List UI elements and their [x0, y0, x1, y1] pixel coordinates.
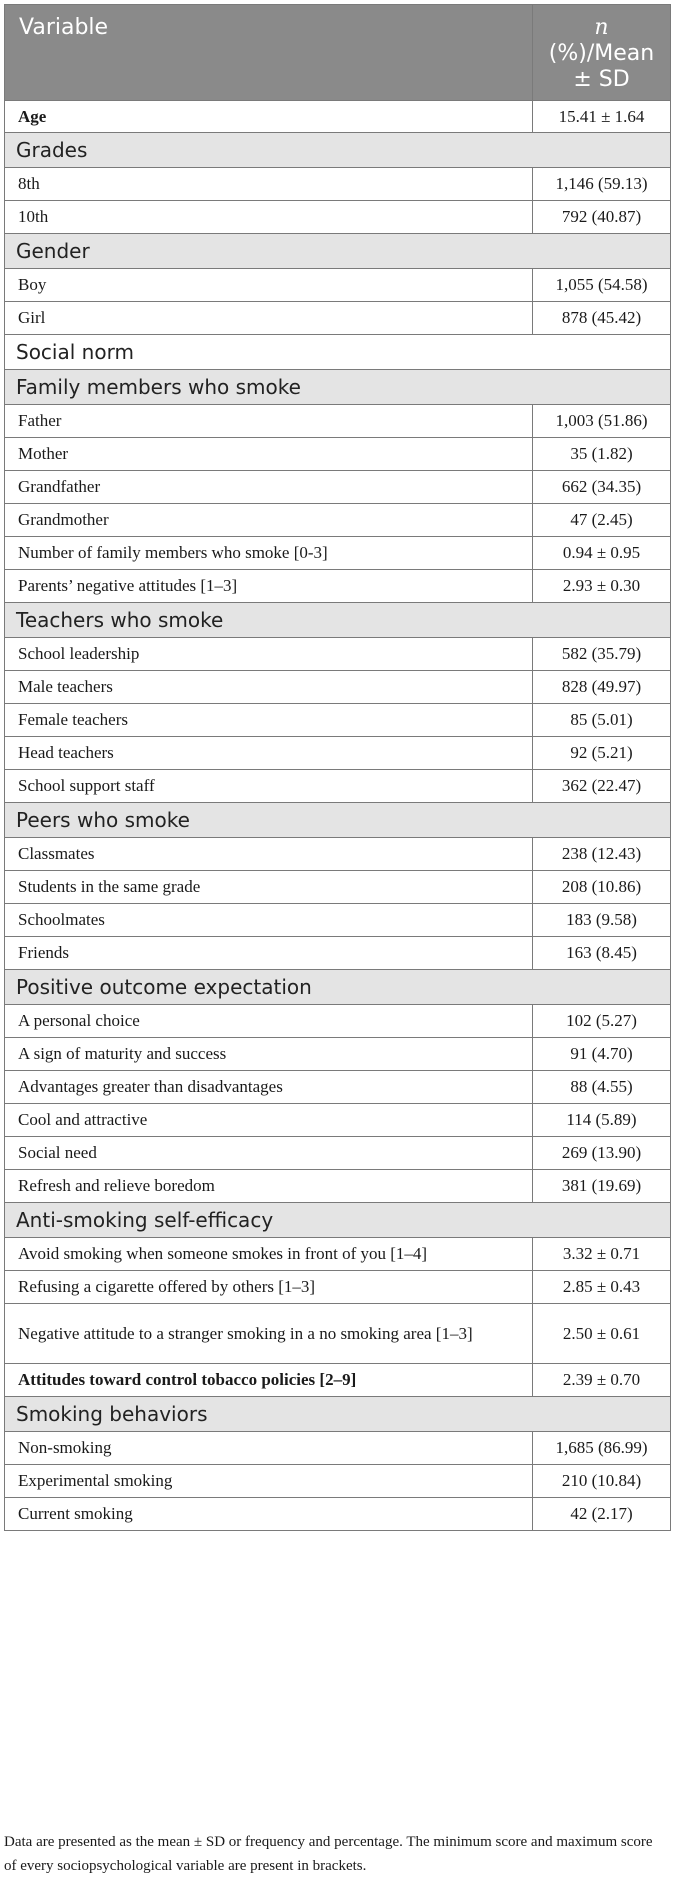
row-value: 878 (45.42) — [533, 302, 671, 335]
table-row — [5, 1304, 671, 1364]
table-row — [5, 101, 671, 133]
row-label: Female teachers — [5, 704, 533, 737]
table-row — [5, 471, 671, 504]
row-value: 238 (12.43) — [533, 838, 671, 871]
row-label: Age — [5, 101, 533, 133]
section-label: Gender — [5, 234, 671, 269]
row-label: Experimental smoking — [5, 1465, 533, 1498]
table-row — [5, 1271, 671, 1304]
header-value-text: (%)/Mean ± SD — [548, 41, 655, 92]
table-row — [5, 1364, 671, 1397]
row-value: 210 (10.84) — [533, 1465, 671, 1498]
header-variable: Variable — [5, 5, 533, 101]
row-label: Refusing a cigarette offered by others [1–3] — [5, 1271, 533, 1304]
table-row — [5, 1432, 671, 1465]
section-row — [5, 1397, 671, 1432]
row-label: School support staff — [5, 770, 533, 803]
table-row — [5, 1038, 671, 1071]
header-value-italic: n — [594, 15, 609, 40]
row-value: 92 (5.21) — [533, 737, 671, 770]
section-label: Peers who smoke — [5, 803, 671, 838]
row-value: 15.41 ± 1.64 — [533, 101, 671, 133]
row-label: Mother — [5, 438, 533, 471]
row-value: 269 (13.90) — [533, 1137, 671, 1170]
section-label: Family members who smoke — [5, 370, 671, 405]
section-row — [5, 970, 671, 1005]
row-label: Father — [5, 405, 533, 438]
row-value: 3.32 ± 0.71 — [533, 1238, 671, 1271]
table-row — [5, 671, 671, 704]
row-label: Number of family members who smoke [0-3] — [5, 537, 533, 570]
table-row — [5, 737, 671, 770]
row-label: Grandmother — [5, 504, 533, 537]
row-value: 2.93 ± 0.30 — [533, 570, 671, 603]
table-row — [5, 904, 671, 937]
row-label: Parents’ negative attitudes [1–3] — [5, 570, 533, 603]
row-value: 114 (5.89) — [533, 1104, 671, 1137]
table-row — [5, 838, 671, 871]
row-value: 1,003 (51.86) — [533, 405, 671, 438]
table-row — [5, 504, 671, 537]
table-row — [5, 570, 671, 603]
section-row — [5, 803, 671, 838]
table-row — [5, 1071, 671, 1104]
section-row — [5, 133, 671, 168]
row-value: 163 (8.45) — [533, 937, 671, 970]
table-row — [5, 168, 671, 201]
table-row — [5, 1238, 671, 1271]
row-label: Girl — [5, 302, 533, 335]
row-label: Refresh and relieve boredom — [5, 1170, 533, 1203]
section-label: Anti-smoking self-efficacy — [5, 1203, 671, 1238]
row-value: 2.39 ± 0.70 — [533, 1364, 671, 1397]
row-label: Schoolmates — [5, 904, 533, 937]
table-row — [5, 937, 671, 970]
row-value: 362 (22.47) — [533, 770, 671, 803]
section-label: Smoking behaviors — [5, 1397, 671, 1432]
row-label: 8th — [5, 168, 533, 201]
section-row — [5, 335, 671, 370]
section-row — [5, 234, 671, 269]
section-label: Positive outcome expectation — [5, 970, 671, 1005]
row-value: 2.85 ± 0.43 — [533, 1271, 671, 1304]
table-row — [5, 537, 671, 570]
table-row — [5, 405, 671, 438]
section-row — [5, 1203, 671, 1238]
row-label: A personal choice — [5, 1005, 533, 1038]
row-value: 42 (2.17) — [533, 1498, 671, 1531]
row-label: Head teachers — [5, 737, 533, 770]
row-value: 0.94 ± 0.95 — [533, 537, 671, 570]
table-row — [5, 1498, 671, 1531]
row-label: Classmates — [5, 838, 533, 871]
table-row — [5, 438, 671, 471]
row-label: Cool and attractive — [5, 1104, 533, 1137]
table-row — [5, 704, 671, 737]
row-value: 1,055 (54.58) — [533, 269, 671, 302]
table-body — [5, 5, 671, 1531]
section-label: Teachers who smoke — [5, 603, 671, 638]
row-value: 828 (49.97) — [533, 671, 671, 704]
table-row — [5, 871, 671, 904]
row-value: 35 (1.82) — [533, 438, 671, 471]
row-label: A sign of maturity and success — [5, 1038, 533, 1071]
table-row — [5, 1137, 671, 1170]
section-row — [5, 603, 671, 638]
section-row — [5, 370, 671, 405]
table-row — [5, 638, 671, 671]
table-row — [5, 1005, 671, 1038]
table-row — [5, 302, 671, 335]
row-value: 47 (2.45) — [533, 504, 671, 537]
row-value: 662 (34.35) — [533, 471, 671, 504]
row-value: 1,146 (59.13) — [533, 168, 671, 201]
row-value: 792 (40.87) — [533, 201, 671, 234]
row-label: Avoid smoking when someone smokes in front of you [1–4] — [5, 1238, 533, 1271]
row-value: 88 (4.55) — [533, 1071, 671, 1104]
row-label: Students in the same grade — [5, 871, 533, 904]
header-row — [5, 5, 671, 101]
row-value: 2.50 ± 0.61 — [533, 1304, 671, 1364]
section-label: Grades — [5, 133, 671, 168]
row-label: Grandfather — [5, 471, 533, 504]
row-value: 183 (9.58) — [533, 904, 671, 937]
row-value: 381 (19.69) — [533, 1170, 671, 1203]
row-value: 1,685 (86.99) — [533, 1432, 671, 1465]
row-value: 582 (35.79) — [533, 638, 671, 671]
row-label: Current smoking — [5, 1498, 533, 1531]
table-row — [5, 770, 671, 803]
row-label: Male teachers — [5, 671, 533, 704]
row-label: Friends — [5, 937, 533, 970]
section-label: Social norm — [5, 335, 671, 370]
data-table-container — [4, 4, 670, 1531]
row-label: Attitudes toward control tobacco policies [2–9] — [5, 1364, 533, 1397]
row-label: Non-smoking — [5, 1432, 533, 1465]
row-label: Advantages greater than disadvantages — [5, 1071, 533, 1104]
data-table — [4, 4, 671, 1531]
row-value: 85 (5.01) — [533, 704, 671, 737]
table-row — [5, 1104, 671, 1137]
table-footnote: Data are presented as the mean ± SD or frequency and percentage. The minimum score and maximum score of every sociopsychological variable are present in brackets. — [4, 1834, 653, 1874]
table-row — [5, 1465, 671, 1498]
table-row — [5, 269, 671, 302]
table-row — [5, 1170, 671, 1203]
table-row — [5, 201, 671, 234]
row-value: 102 (5.27) — [533, 1005, 671, 1038]
row-label: Boy — [5, 269, 533, 302]
row-label: 10th — [5, 201, 533, 234]
row-label: Negative attitude to a stranger smoking in a no smoking area [1–3] — [5, 1304, 533, 1364]
row-value: 208 (10.86) — [533, 871, 671, 904]
header-value — [533, 5, 671, 101]
row-label: Social need — [5, 1137, 533, 1170]
row-label: School leadership — [5, 638, 533, 671]
row-value: 91 (4.70) — [533, 1038, 671, 1071]
